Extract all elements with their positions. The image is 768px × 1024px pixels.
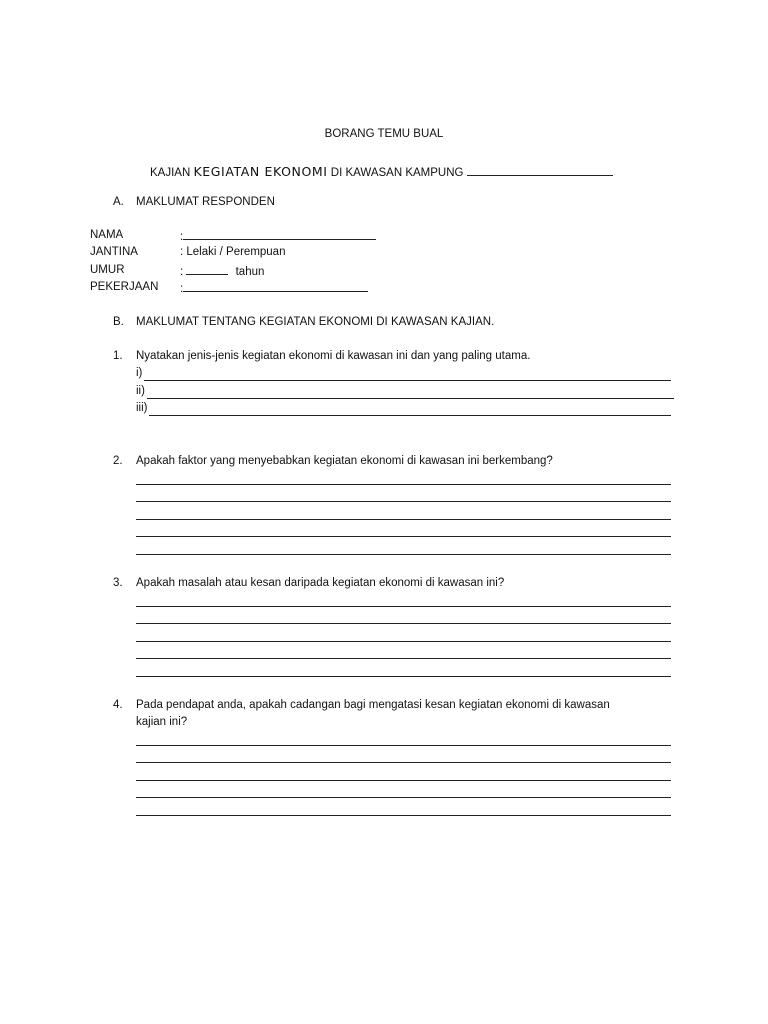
kampung-blank[interactable] — [467, 165, 613, 176]
field-label-pekerjaan: PEKERJAAN — [90, 281, 159, 293]
umur-unit: tahun — [235, 266, 265, 278]
question-3-number: 3. — [113, 577, 123, 589]
question-4-text-line-1: Pada pendapat anda, apakah cadangan bagi mengatasi kesan kegiatan ekonomi di kawasan — [136, 699, 610, 711]
answer-3-line[interactable] — [136, 658, 671, 659]
answer-1-ii-label: ii) — [136, 385, 145, 397]
section-b-letter: B. — [113, 316, 124, 328]
subtitle-prefix: KAJIAN — [150, 167, 191, 179]
question-2-text: Apakah faktor yang menyebabkan kegiatan ekonomi di kawasan ini berkembang? — [136, 455, 553, 467]
question-1-number: 1. — [113, 350, 123, 362]
answer-3-line[interactable] — [136, 606, 671, 607]
subtitle-suffix: DI KAWASAN KAMPUNG — [330, 167, 464, 179]
answer-4-line[interactable] — [136, 780, 671, 781]
answer-1-i-line[interactable] — [144, 380, 671, 381]
question-1-text: Nyatakan jenis-jenis kegiatan ekonomi di kawasan ini dan yang paling utama. — [136, 350, 531, 362]
form-subtitle — [150, 164, 613, 179]
answer-4-line[interactable] — [136, 745, 671, 746]
answer-2-line[interactable] — [136, 519, 671, 520]
field-pekerjaan-colon: : — [180, 283, 184, 295]
field-label-umur: UMUR — [90, 264, 125, 276]
section-a-letter: A. — [113, 196, 124, 208]
umur-blank[interactable] — [186, 264, 228, 275]
field-nama-colon: : — [180, 231, 184, 243]
field-nama[interactable] — [180, 229, 376, 243]
answer-2-line[interactable] — [136, 484, 671, 485]
answer-1-i-label: i) — [136, 367, 143, 379]
answer-3-line[interactable] — [136, 623, 671, 624]
answer-1-iii-label: iii) — [136, 402, 148, 414]
subtitle-handwritten: KEGIATAN EKONOMI — [193, 164, 328, 179]
answer-1-iii-line[interactable] — [149, 415, 671, 416]
answer-3-line[interactable] — [136, 641, 671, 642]
question-4-text-line-2: kajian ini? — [136, 716, 188, 728]
field-umur-colon: : — [180, 266, 184, 278]
answer-2-line[interactable] — [136, 536, 671, 537]
question-2-number: 2. — [113, 455, 123, 467]
field-label-jantina: JANTINA — [90, 246, 138, 258]
form-title: BORANG TEMU BUAL — [324, 128, 444, 140]
section-b-heading: MAKLUMAT TENTANG KEGIATAN EKONOMI DI KAWASAN KAJIAN. — [136, 316, 495, 328]
field-umur[interactable] — [180, 264, 264, 278]
nama-blank[interactable] — [183, 229, 376, 240]
question-3-text: Apakah masalah atau kesan daripada kegiatan ekonomi di kawasan ini? — [136, 577, 505, 589]
answer-2-line[interactable] — [136, 501, 671, 502]
field-pekerjaan[interactable] — [180, 281, 368, 295]
answer-1-ii-line[interactable] — [147, 398, 674, 399]
pekerjaan-blank[interactable] — [183, 281, 368, 292]
answer-4-line[interactable] — [136, 815, 671, 816]
answer-4-line[interactable] — [136, 797, 671, 798]
question-4-number: 4. — [113, 699, 123, 711]
field-jantina[interactable]: : Lelaki / Perempuan — [180, 246, 286, 258]
answer-4-line[interactable] — [136, 762, 671, 763]
answer-3-line[interactable] — [136, 676, 671, 677]
section-a-heading: MAKLUMAT RESPONDEN — [136, 196, 275, 208]
field-label-nama: NAMA — [90, 229, 124, 241]
answer-2-line[interactable] — [136, 554, 671, 555]
